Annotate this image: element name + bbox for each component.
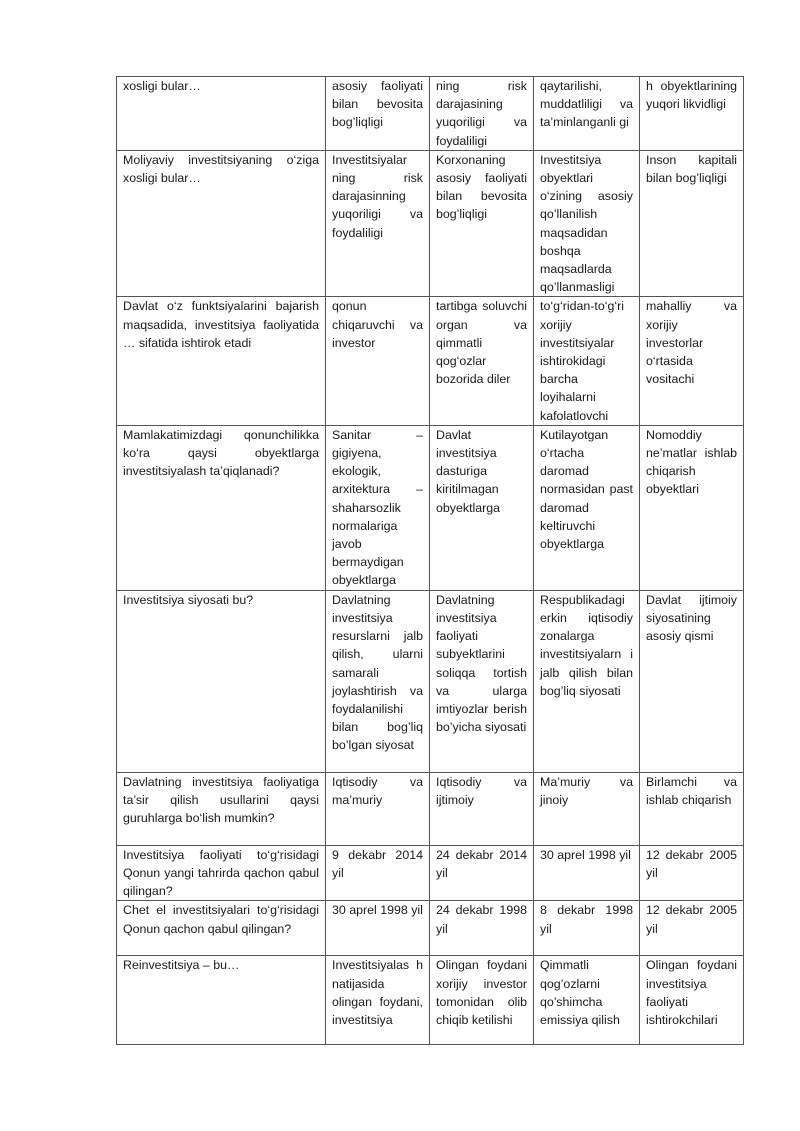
option-text: Ma’muriy va jinoiy <box>540 774 633 807</box>
table-row <box>117 845 744 901</box>
option-text: qonun chiqaruvchi va investor <box>332 299 423 350</box>
option-cell <box>430 772 534 845</box>
table-row <box>117 297 744 425</box>
option-text: h obyektlarining yuqori likvidligi <box>646 79 737 112</box>
question-text: Davlatning investitsiya faoliyatiga ta’sir qilish usullarini qaysi guruhlarga bo‘lish mumkin? <box>123 774 319 826</box>
option-text: to‘g‘ridan-to‘g‘ri xorijiy investitsiyalar ishtirokidagi barcha loyihalarni kafolatlovchi <box>540 299 625 423</box>
option-text: Iqtisodiy va ijtimoiy <box>436 774 527 807</box>
option-cell <box>430 845 534 901</box>
option-cell <box>430 297 534 425</box>
option-cell <box>326 425 430 590</box>
option-text: asosiy faoliyati bilan bevosita bog’liqligi <box>332 79 423 130</box>
question-cell <box>117 150 326 297</box>
table-row <box>117 901 744 956</box>
option-cell <box>534 425 640 590</box>
option-text: Davlatning investitsiya resurslarni jalb qilish, ularni samarali joylashtirish va foydalanilishi bilan bog’liq bo’lgan siyosat <box>332 592 423 753</box>
question-cell <box>117 901 326 956</box>
option-cell <box>640 590 744 772</box>
option-text: ning risk darajasining yuqoriligi va foydaliligi <box>436 79 527 148</box>
option-cell <box>640 901 744 956</box>
option-cell <box>534 845 640 901</box>
option-text: tartibga soluvchi organ va qimmatli qog‘ozlar bozorida diler <box>436 299 527 387</box>
question-cell <box>117 425 326 590</box>
option-cell <box>534 150 640 297</box>
test-questions-table <box>116 76 744 1045</box>
table-row <box>117 956 744 1045</box>
option-cell <box>326 845 430 901</box>
question-cell <box>117 956 326 1045</box>
question-cell <box>117 77 326 151</box>
option-cell <box>534 590 640 772</box>
question-text: Mamlakatimizdagi qonunchilikka ko‘ra qaysi obyektlarga investitsiyalash ta’qiqlanadi? <box>123 427 319 479</box>
option-cell <box>640 772 744 845</box>
option-cell <box>430 590 534 772</box>
option-cell <box>326 590 430 772</box>
question-text: Investitsiya faoliyati to‘g‘risidagi Qonun yangi tahrirda qachon qabul qilingan? <box>123 847 319 899</box>
option-text: 30 aprel 1998 yil <box>540 847 631 862</box>
question-text: Reinvestitsiya – bu… <box>123 958 240 973</box>
option-cell <box>534 77 640 151</box>
option-text: 12 dekabr 2005 yil <box>646 903 737 936</box>
option-text: Iqtisodiy va ma’muriy <box>332 774 423 807</box>
option-text: Respublikadagi erkin iqtisodiy zonalarga investitsiyalarn i jalb qilish bilan bog’liq siyosati <box>540 592 633 698</box>
option-cell <box>326 901 430 956</box>
option-text: Nomoddiy ne’matlar ishlab chiqarish obyektlari <box>646 427 737 497</box>
option-text: mahalliy va xorijiy investorlar o‘rtasida vositachi <box>646 299 737 387</box>
option-cell <box>326 150 430 297</box>
question-text: Moliyaviy investitsiyaning o‘ziga xosligi bular… <box>123 152 319 186</box>
option-cell <box>430 956 534 1045</box>
question-cell <box>117 297 326 425</box>
option-text: 30 aprel 1998 yil <box>332 903 423 918</box>
option-text: Investitsiyalas h natijasida olingan foydani, investitsiya <box>332 958 423 1027</box>
question-cell <box>117 772 326 845</box>
option-text: qaytarilishi, muddatliligi va ta’minlanganli gi <box>540 79 633 130</box>
option-text: Investitsiya obyektlari o‘zining asosiy qo’llanilish maqsadidan boshqa maqsadlarda qo’llanmasligi <box>540 152 633 295</box>
option-cell <box>326 77 430 151</box>
option-cell <box>326 956 430 1045</box>
option-cell <box>640 297 744 425</box>
option-cell <box>640 77 744 151</box>
table-row <box>117 590 744 772</box>
option-cell <box>430 150 534 297</box>
table-row <box>117 772 744 845</box>
option-cell <box>430 77 534 151</box>
question-cell <box>117 590 326 772</box>
question-text: Davlat o‘z funktsiyalarini bajarish maqsadida, investitsiya faoliyatida … sifatida ishtirok etadi <box>123 299 319 350</box>
table-row <box>117 77 744 151</box>
option-text: Sanitar – gigiyena, ekologik, arxitektura – shaharsozlik normalariga javob bermaydigan obyektlarga <box>332 427 423 588</box>
option-cell <box>430 901 534 956</box>
option-text: Olingan foydani investitsiya faoliyati ishtirokchilari <box>646 958 737 1027</box>
option-text: 8 dekabr 1998 yil <box>540 903 633 936</box>
option-text: 24 dekabr 2014 yil <box>436 847 527 880</box>
question-text: Chet el investitsiyalari to‘g‘risidagi Qonun qachon qabul qilingan? <box>123 903 319 936</box>
option-cell <box>430 425 534 590</box>
option-cell <box>640 150 744 297</box>
option-cell <box>534 772 640 845</box>
option-text: 24 dekabr 1998 yil <box>436 903 527 936</box>
table-row <box>117 425 744 590</box>
option-text: Investitsiyalar ning risk darajasinning yuqoriligi va foydaliligi <box>332 152 423 240</box>
option-cell <box>326 772 430 845</box>
option-text: Davlatning investitsiya faoliyati subyektlarini soliqqa tortish va ularga imtiyozlar berish bo’yicha siyosati <box>436 592 527 735</box>
option-text: 9 dekabr 2014 yil <box>332 847 423 880</box>
option-cell <box>534 297 640 425</box>
question-cell <box>117 845 326 901</box>
option-cell <box>640 845 744 901</box>
option-text: Inson kapitali bilan bog’liqligi <box>646 152 737 186</box>
option-text: Qimmatli qog’ozlarni qo’shimcha emissiya qilish <box>540 958 620 1027</box>
question-text: Investitsiya siyosati bu? <box>123 592 254 607</box>
option-cell <box>640 956 744 1045</box>
option-cell <box>534 956 640 1045</box>
option-text: Davlat investitsiya dasturiga kiritilmagan obyektlarga <box>436 427 501 515</box>
option-cell <box>326 297 430 425</box>
option-cell <box>640 425 744 590</box>
option-text: Korxonaning asosiy faoliyati bilan bevosita bog’liqligi <box>436 152 527 222</box>
option-cell <box>534 901 640 956</box>
option-text: 12 dekabr 2005 yil <box>646 847 737 880</box>
option-text: Olingan foydani xorijiy investor tomonidan olib chiqib ketilishi <box>436 958 527 1027</box>
question-text: xosligi bular… <box>123 79 201 93</box>
option-text: Davlat ijtimoiy siyosatining asosiy qismi <box>646 592 737 644</box>
option-text: Kutilayotgan o‘rtacha daromad normasidan past daromad keltiruvchi obyektlarga <box>540 427 633 552</box>
option-text: Birlamchi va ishlab chiqarish <box>646 774 737 807</box>
table-row <box>117 150 744 297</box>
